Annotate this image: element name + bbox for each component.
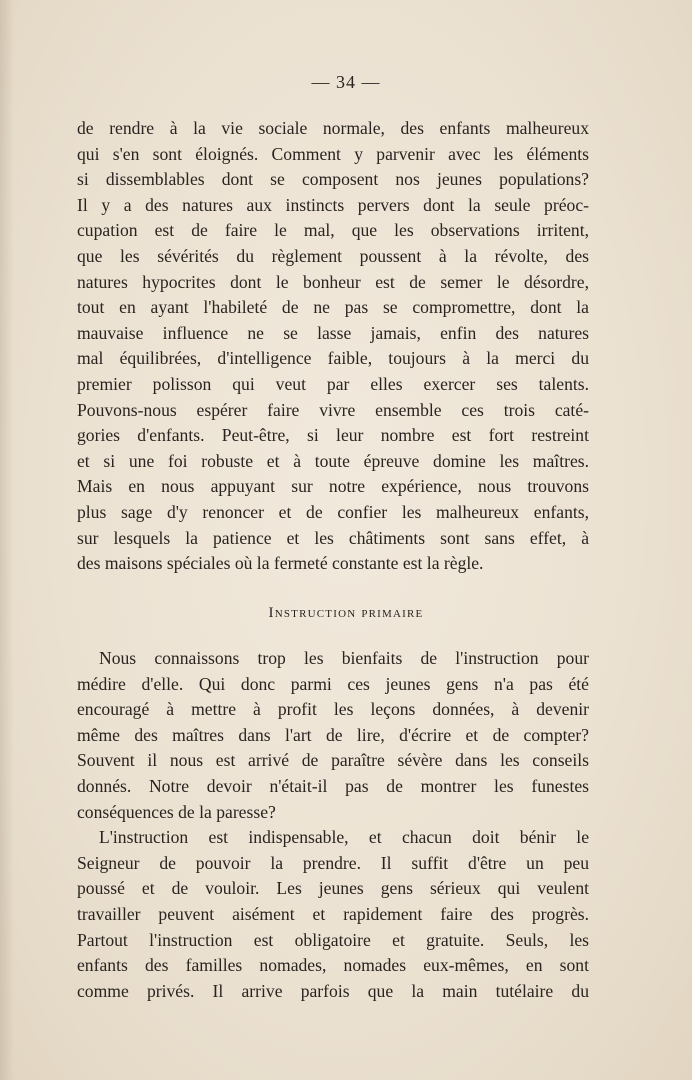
text-line: poussé et de vouloir. Les jeunes gens sérieux qui veulent [77, 878, 589, 899]
text-line: natures hypocrites dont le bonheur est de semer le désordre, [77, 271, 589, 292]
text-line: encouragé à mettre à profit les leçons données, à devenir [77, 699, 589, 720]
text-line: L'instruction est indispensable, et chacun doit bénir le [99, 827, 589, 848]
text-line: Il y a des natures aux instincts pervers dont la seule préoc- [77, 194, 589, 215]
text-line: Pouvons-nous espérer faire vivre ensemble ces trois caté- [77, 399, 589, 420]
text-line: premier polisson qui veut par elles exercer ses talents. [77, 373, 589, 394]
text-line: sur lesquels la patience et les châtiments sont sans effet, à [77, 527, 589, 548]
text-line: conséquences de la paresse? [77, 801, 276, 822]
text-line: des maisons spéciales où la fermeté constante est la règle. [77, 553, 484, 574]
text-line: Seigneur de pouvoir la prendre. Il suffit d'être un peu [77, 852, 589, 873]
text-line: même des maîtres dans l'art de lire, d'écrire et de compter? [77, 724, 589, 745]
text-line: tout en ayant l'habileté de ne pas se compromettre, dont la [77, 297, 589, 318]
page-number: — 34 — [311, 72, 381, 92]
text-line: de rendre à la vie sociale normale, des enfants malheureux [77, 118, 589, 138]
text-line: plus sage d'y renoncer et de confier les malheureux enfants, [77, 501, 589, 522]
text-line: comme privés. Il arrive parfois que la main tutélaire du [77, 980, 589, 1001]
text-line: mal équilibrées, d'intelligence faible, toujours à la merci du [77, 348, 589, 369]
paragraph-1 [77, 116, 589, 577]
section-heading: Instruction primaire [268, 605, 424, 621]
text-line: gories d'enfants. Peut-être, si leur nombre est fort restreint [77, 425, 589, 446]
text-line: Souvent il nous est arrivé de paraître sévère dans les conseils [77, 750, 589, 771]
text-line: donnés. Notre devoir n'était-il pas de montrer les funestes [77, 775, 589, 796]
text-line: cupation est de faire le mal, que les observations irritent, [77, 220, 589, 241]
paragraph-2 [77, 646, 589, 1004]
text-line: Partout l'instruction est obligatoire et gratuite. Seuls, les [77, 929, 589, 950]
text-line: mauvaise influence ne se lasse jamais, enfin des natures [77, 322, 589, 343]
binding-shadow [0, 0, 14, 1080]
text-line: qui s'en sont éloignés. Comment y parvenir avec les éléments [77, 143, 589, 164]
text-line: travailler peuvent aisément et rapidement faire des progrès. [77, 903, 589, 924]
text-line: médire d'elle. Qui donc parmi ces jeunes gens n'a pas été [77, 673, 589, 694]
text-line: enfants des familles nomades, nomades eux-mêmes, en sont [77, 955, 589, 976]
text-line: Mais en nous appuyant sur notre expérience, nous trouvons [77, 476, 589, 497]
text-line: que les sévérités du règlement poussent à la révolte, des [77, 245, 589, 266]
text-line: et si une foi robuste et à toute épreuve domine les maîtres. [77, 450, 589, 471]
text-line: si dissemblables dont se composent nos jeunes populations? [77, 169, 589, 190]
text-line: Nous connaissons trop les bienfaits de l'instruction pour [99, 648, 589, 668]
